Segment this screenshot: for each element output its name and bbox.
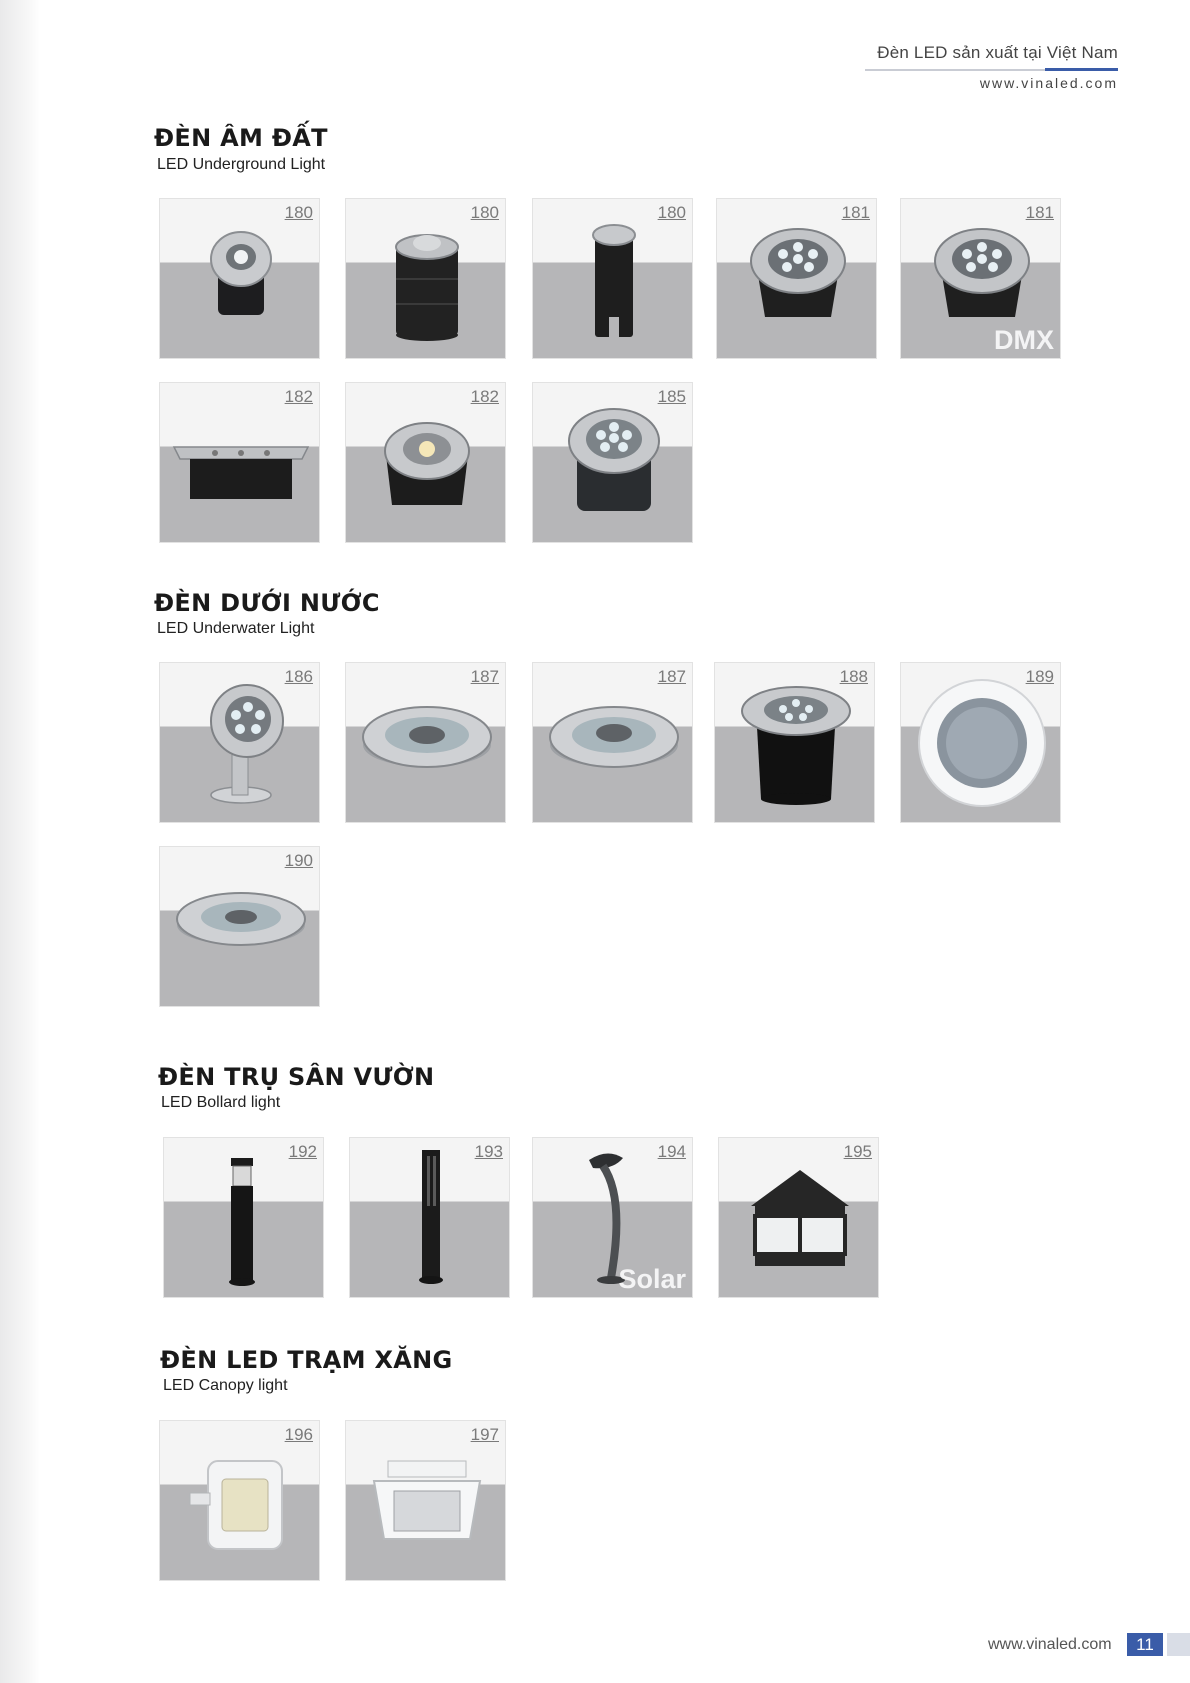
fountain-ring-light-icon [346,663,506,823]
product-page-number[interactable]: 195 [843,1142,872,1161]
product-card[interactable] [345,1420,506,1581]
product-card[interactable] [718,1137,879,1298]
section-subtitle-bollard: LED Bollard light [161,1094,281,1111]
pillar-cap-light-icon [719,1138,879,1298]
canopy-flood-light-icon [160,1421,320,1581]
page-number: 11 [1127,1633,1163,1656]
product-card[interactable] [159,1420,320,1581]
product-page-number[interactable]: 187 [470,667,499,686]
product-card[interactable] [159,382,320,543]
product-page-number[interactable]: 181 [841,203,870,222]
section-subtitle-underground: LED Underground Light [157,156,326,173]
round-underground-light-icon [533,383,693,543]
product-card[interactable] [532,1137,693,1298]
section-subtitle-underwater: LED Underwater Light [157,620,315,637]
product-card[interactable] [900,662,1061,823]
product-page-number[interactable]: 180 [470,203,499,222]
product-page-number[interactable]: 194 [657,1142,686,1161]
fountain-ring-light-icon [533,663,693,823]
round-bollard-icon [164,1138,324,1298]
product-page-number[interactable]: 180 [657,203,686,222]
product-page-number[interactable]: 197 [470,1425,499,1444]
product-page-number[interactable]: 186 [284,667,313,686]
small-underground-light-icon [160,199,320,359]
footer-website-link[interactable]: www.vinaled.com [988,1636,1112,1653]
pool-light-icon [901,663,1061,823]
tall-underground-light-icon [533,199,693,359]
product-card[interactable] [159,662,320,823]
product-card[interactable] [532,662,693,823]
product-page-number[interactable]: 182 [470,387,499,406]
product-page-number[interactable]: 185 [657,387,686,406]
product-card[interactable] [714,662,875,823]
linear-underground-light-icon [160,383,320,543]
section-title-bollard: ĐÈN TRỤ SÂN VƯỜN [158,1063,435,1091]
product-page-number[interactable]: 181 [1025,203,1054,222]
product-page-number[interactable]: 193 [474,1142,503,1161]
dmx-badge: DMX [994,325,1054,355]
cob-underground-light-icon [346,383,506,543]
product-card[interactable] [716,198,877,359]
underwater-recessed-light-icon [715,663,875,823]
product-card[interactable] [159,846,320,1007]
page-edge-shadow [0,0,40,1683]
product-page-number[interactable]: 187 [657,667,686,686]
product-card[interactable] [900,198,1061,359]
product-card[interactable] [532,382,693,543]
fountain-flange-light-icon [160,847,320,1007]
header-title: Đèn LED sản xuất tại Việt Nam [877,43,1118,62]
section-subtitle-canopy: LED Canopy light [163,1377,288,1394]
product-page-number[interactable]: 192 [288,1142,317,1161]
header-website-link[interactable]: www.vinaled.com [979,75,1118,91]
product-card[interactable] [349,1137,510,1298]
multi-led-underground-light-icon [717,199,877,359]
solar-badge: Solar [618,1264,686,1294]
product-page-number[interactable]: 196 [284,1425,313,1444]
cylinder-underground-light-icon [346,199,506,359]
product-page-number[interactable]: 188 [839,667,868,686]
section-title-underwater: ĐÈN DƯỚI NƯỚC [154,589,380,617]
product-card[interactable] [345,662,506,823]
section-title-underground: ĐÈN ÂM ĐẤT [154,124,328,152]
canopy-recessed-light-icon [346,1421,506,1581]
header-divider-accent [1045,68,1118,71]
product-card[interactable] [163,1137,324,1298]
product-page-number[interactable]: 182 [284,387,313,406]
section-title-canopy: ĐÈN LED TRẠM XĂNG [160,1346,453,1374]
product-card[interactable] [159,198,320,359]
underwater-spot-light-icon [160,663,320,823]
product-page-number[interactable]: 180 [284,203,313,222]
product-page-number[interactable]: 189 [1025,667,1054,686]
footer-side-bar [1167,1633,1190,1656]
product-page-number[interactable]: 190 [284,851,313,870]
product-card[interactable] [345,198,506,359]
product-card[interactable] [345,382,506,543]
slim-bollard-icon [350,1138,510,1298]
product-card[interactable] [532,198,693,359]
